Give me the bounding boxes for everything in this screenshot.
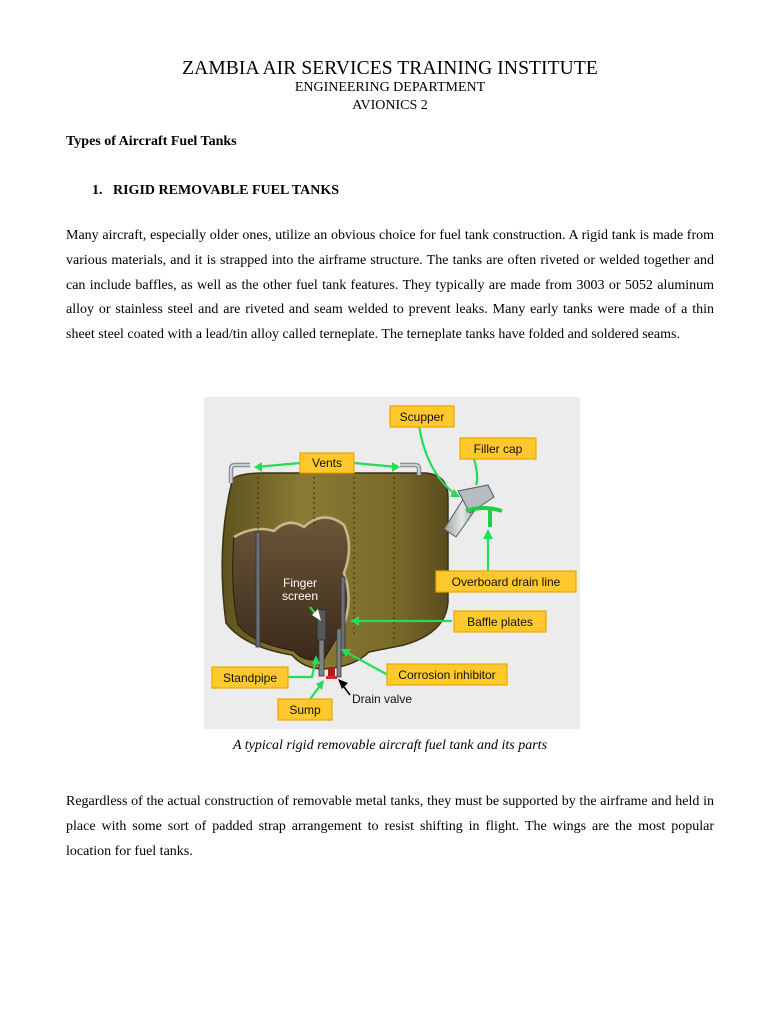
institute-title: ZAMBIA AIR SERVICES TRAINING INSTITUTE xyxy=(182,58,598,79)
leader-vents-left xyxy=(256,463,300,467)
label-corrosion-inhibitor: Corrosion inhibitor xyxy=(398,668,496,682)
fuel-tank-diagram xyxy=(204,397,580,729)
label-sump-box xyxy=(278,699,332,720)
baffle-plate-right xyxy=(341,577,345,655)
arrow-drain-valve xyxy=(338,679,348,689)
label-overboard-box xyxy=(436,571,576,592)
label-filler-cap: Filler cap xyxy=(473,442,523,456)
label-baffle-plates: Baffle plates xyxy=(467,615,533,629)
label-scupper-box xyxy=(390,406,454,427)
baffle-plate-left xyxy=(256,532,260,647)
label-baffle-box xyxy=(454,611,546,632)
section-title: RIGID REMOVABLE FUEL TANKS xyxy=(113,183,339,198)
label-drain-valve: Drain valve xyxy=(351,692,413,706)
label-filler-cap-box xyxy=(460,438,536,459)
figure-caption: A typical rigid removable aircraft fuel tank and its parts xyxy=(232,738,548,753)
label-vents: Vents xyxy=(311,456,343,470)
label-finger-screen-line2: screen xyxy=(281,589,319,603)
drain-valve xyxy=(328,667,335,677)
label-overboard-drain-line: Overboard drain line xyxy=(451,575,561,589)
leader-filler-cap xyxy=(474,459,477,485)
paragraph-rigid-tanks: Many aircraft, especially older ones, utilize an obvious choice for fuel tank construction. A rigid tank is made from various materials, and it is strapped into the airframe structure. The tanks are often riveted or welded together and can include baffles, as well as the other fuel tank features. They typically are made from 3003 or 5052 aluminum alloy or stainless steel and are riveted and seam welded to prevent leaks. Many early tanks were made of a thin sheet steel coated with a lead/tin alloy called terneplate. The terneplate tanks have folded and soldered seams. xyxy=(66,228,714,343)
arrow-overboard xyxy=(483,529,493,539)
arrow-vents-right xyxy=(392,462,400,472)
course-title: AVIONICS 2 xyxy=(352,98,428,113)
drain-valve-tip xyxy=(326,676,337,679)
overboard-drain-line xyxy=(466,508,502,527)
leader-vents-right xyxy=(354,463,397,467)
leader-drain-valve xyxy=(344,687,350,695)
label-corrosion-box xyxy=(387,664,507,685)
department-title: ENGINEERING DEPARTMENT xyxy=(294,80,486,95)
label-standpipe: Standpipe xyxy=(222,671,278,685)
arrow-vents-left xyxy=(254,462,262,472)
label-vents-box xyxy=(300,453,354,473)
label-standpipe-box xyxy=(212,667,288,688)
label-finger-screen-line1: Finger xyxy=(282,576,318,590)
label-sump: Sump xyxy=(289,703,321,717)
corrosion-inhibitor xyxy=(337,629,341,677)
fuel-tank-figure xyxy=(204,397,580,729)
paragraph-support: Regardless of the actual construction of removable metal tanks, they must be supported by the airframe and held in place with some sort of padded strap arrangement to resist shifting in flight. The wings are the most popular location for fuel tanks. xyxy=(66,794,714,859)
document-heading: Types of Aircraft Fuel Tanks xyxy=(66,134,237,149)
section-number: 1. xyxy=(92,183,103,198)
label-scupper: Scupper xyxy=(399,410,445,424)
